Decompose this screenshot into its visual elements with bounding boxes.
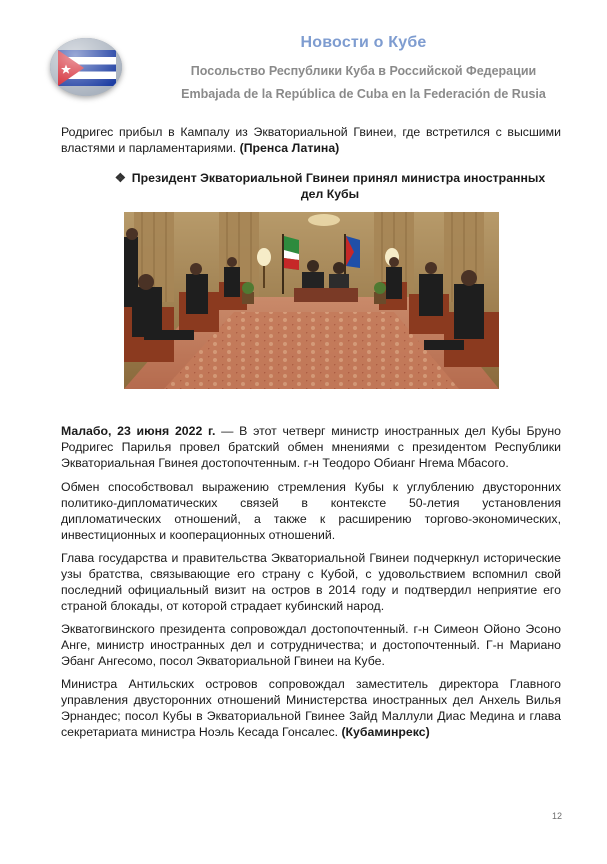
meeting-photo xyxy=(124,212,499,389)
embassy-name-russian: Посольство Республики Куба в Российской Федерации xyxy=(190,64,537,78)
dateline: Малабо, 23 июня 2022 г. xyxy=(61,424,216,438)
intro-text: Родригес прибыл в Кампалу из Экваториальной Гвинеи, где встретился с высшими властями и парламентариями. xyxy=(61,125,561,155)
paragraph-1-text: — В этот четверг министр иностранных дел Кубы Бруно Родригес Парилья провел братский обмен мнениями с президентом Республики Экваториальная Гвинея достопочтенным. г-н Теодоро Обианг Нгема Мбасого. xyxy=(61,424,561,470)
intro-paragraph xyxy=(61,124,561,156)
article-heading-text: Президент Экваториальной Гвинеи принял министра иностранных дел Кубы xyxy=(131,171,546,201)
paragraph-5-text: Министра Антильских островов сопровождал заместитель директора Главного управления двусторонних отношений Министерства иностранных дел Анхель Вилья Эрнандес; посол Кубы в Экваториальной Гвинее Зайд Маллули Диас Медина и глава секретариата министра Ноэль Кесада Гонсалес. xyxy=(61,677,561,739)
article-paragraph-2: Обмен способствовал выражению стремления Кубы к углублению двусторонних политико-дипломатических связей в контексте 50-летия установления дипломатических отношений, а также к расширению торгово-экономических, инвестиционных и кооперационных отношений. xyxy=(61,480,561,542)
article-paragraph-5 xyxy=(61,676,561,740)
diamond-bullet-icon: ❖ xyxy=(114,171,126,185)
header-title: Новости о Кубе xyxy=(300,34,427,51)
cuba-flag-icon xyxy=(50,38,122,96)
article-heading xyxy=(110,170,550,202)
article-paragraph-4: Экватогвинского президента сопровождал достопочтенный. г-н Симеон Ойоно Эсоно Анге, министр иностранных дел и сотрудничества; и достопочтенный. Г-н Мариано Эбанг Ангесомо, посол Экваториальной Гвинеи на Кубе. xyxy=(61,622,561,668)
article-paragraph-3: Глава государства и правительства Экваториальной Гвинеи подчеркнул исторические узы братства, связывающие его страну с Кубой, с удовольствием вспомнил свой последний официальный визит на остров в 2014 году и подтвердил неприятие его страной блокады, от которой страдает кубинский народ. xyxy=(61,551,561,613)
paragraph-5-source: (Кубаминрекс) xyxy=(341,725,430,739)
article-paragraph-1 xyxy=(61,423,561,471)
embassy-name-spanish: Embajada de la República de Cuba en la Federación de Rusia xyxy=(181,87,546,101)
intro-source: (Пренса Латина) xyxy=(239,141,340,155)
page-number: 12 xyxy=(551,811,562,821)
